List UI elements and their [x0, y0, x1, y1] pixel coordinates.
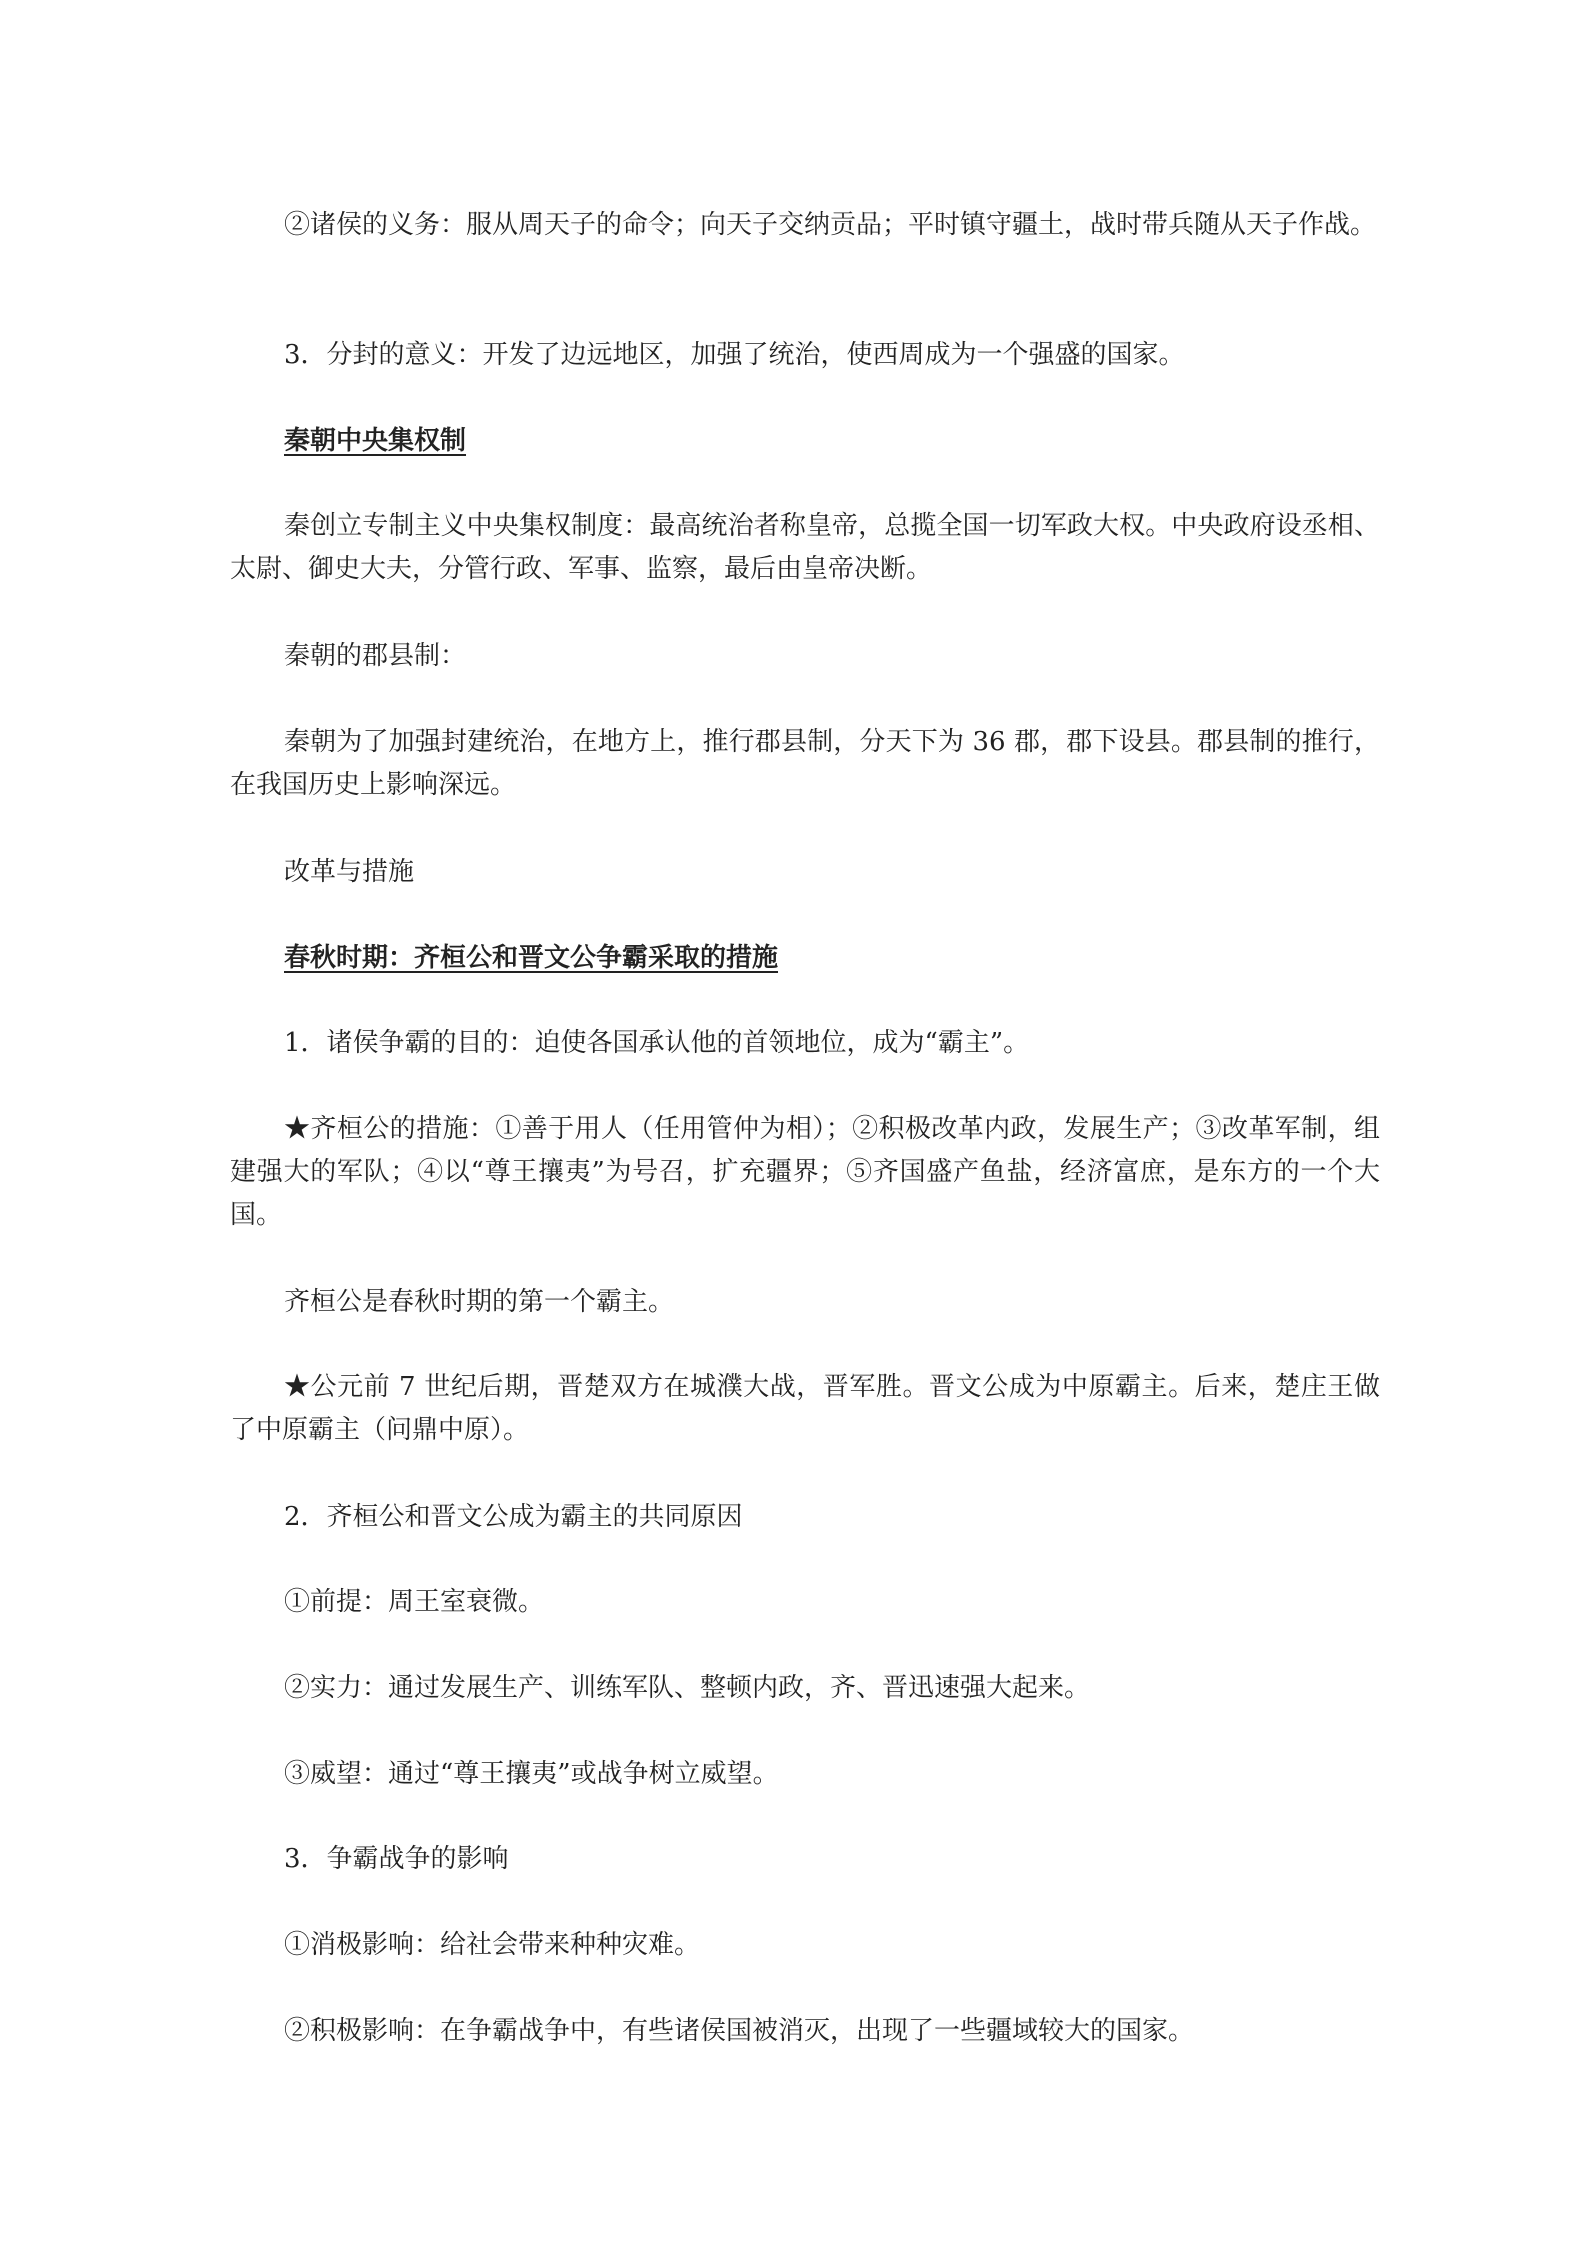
- paragraph-war-impact: 3．争霸战争的影响: [284, 1844, 509, 1874]
- paragraph-strength: ②实力：通过发展生产、训练军队、整顿内政，齐、晋迅速强大起来。: [284, 1673, 1091, 1703]
- paragraph-vassal-duties: ②诸侯的义务：服从周天子的命令；向天子交纳贡品；平时镇守疆土，战时带兵随从天子作战。: [284, 210, 1377, 240]
- paragraph-positive-impact: ②积极影响：在争霸战争中，有些诸侯国被消灭，出现了一些疆域较大的国家。: [284, 2016, 1195, 2046]
- paragraph-first-hegemon: 齐桓公是春秋时期的第一个霸主。: [284, 1287, 675, 1317]
- heading-spring-autumn: 春秋时期：齐桓公和晋文公争霸采取的措施: [284, 943, 779, 973]
- section-reform-measures: 改革与措施: [284, 857, 415, 887]
- paragraph-premise: ①前提：周王室衰微。: [284, 1587, 545, 1617]
- paragraph-qin-commandery-label: 秦朝的郡县制：: [284, 641, 467, 671]
- paragraph-prestige: ③威望：通过“尊王攘夷”或战争树立威望。: [284, 1759, 779, 1789]
- paragraph-chengpu-battle: ★公元前 7 世纪后期，晋楚双方在城濮大战，晋军胜。晋文公成为中原霸主。后来，楚庄王做了中原霸主（问鼎中原）。: [230, 1372, 1380, 1445]
- paragraph-negative-impact: ①消极影响：给社会带来种种灾难。: [284, 1930, 701, 1960]
- paragraph-qin-commandery: 秦朝为了加强封建统治，在地方上，推行郡县制，分天下为 36 郡，郡下设县。郡县制的推行，在我国历史上影响深远。: [230, 727, 1380, 800]
- paragraph-hegemony-purpose: 1．诸侯争霸的目的：迫使各国承认他的首领地位，成为“霸主”。: [284, 1028, 1030, 1058]
- paragraph-qi-measures: ★齐桓公的措施：①善于用人（任用管仲为相）；②积极改革内政，发展生产；③改革军制，组建强大的军队；④以“尊王攘夷”为号召，扩充疆界；⑤齐国盛产鱼盐，经济富庶，是东方的一个大国。: [230, 1114, 1380, 1230]
- paragraph-enfeoffment-significance: 3．分封的意义：开发了边远地区，加强了统治，使西周成为一个强盛的国家。: [284, 340, 1185, 370]
- heading-qin-centralization: 秦朝中央集权制: [284, 426, 467, 456]
- paragraph-common-reasons: 2．齐桓公和晋文公成为霸主的共同原因: [284, 1502, 743, 1532]
- paragraph-qin-system: 秦创立专制主义中央集权制度：最高统治者称皇帝，总揽全国一切军政大权。中央政府设丞相、太尉、御史大夫，分管行政、军事、监察，最后由皇帝决断。: [230, 511, 1380, 584]
